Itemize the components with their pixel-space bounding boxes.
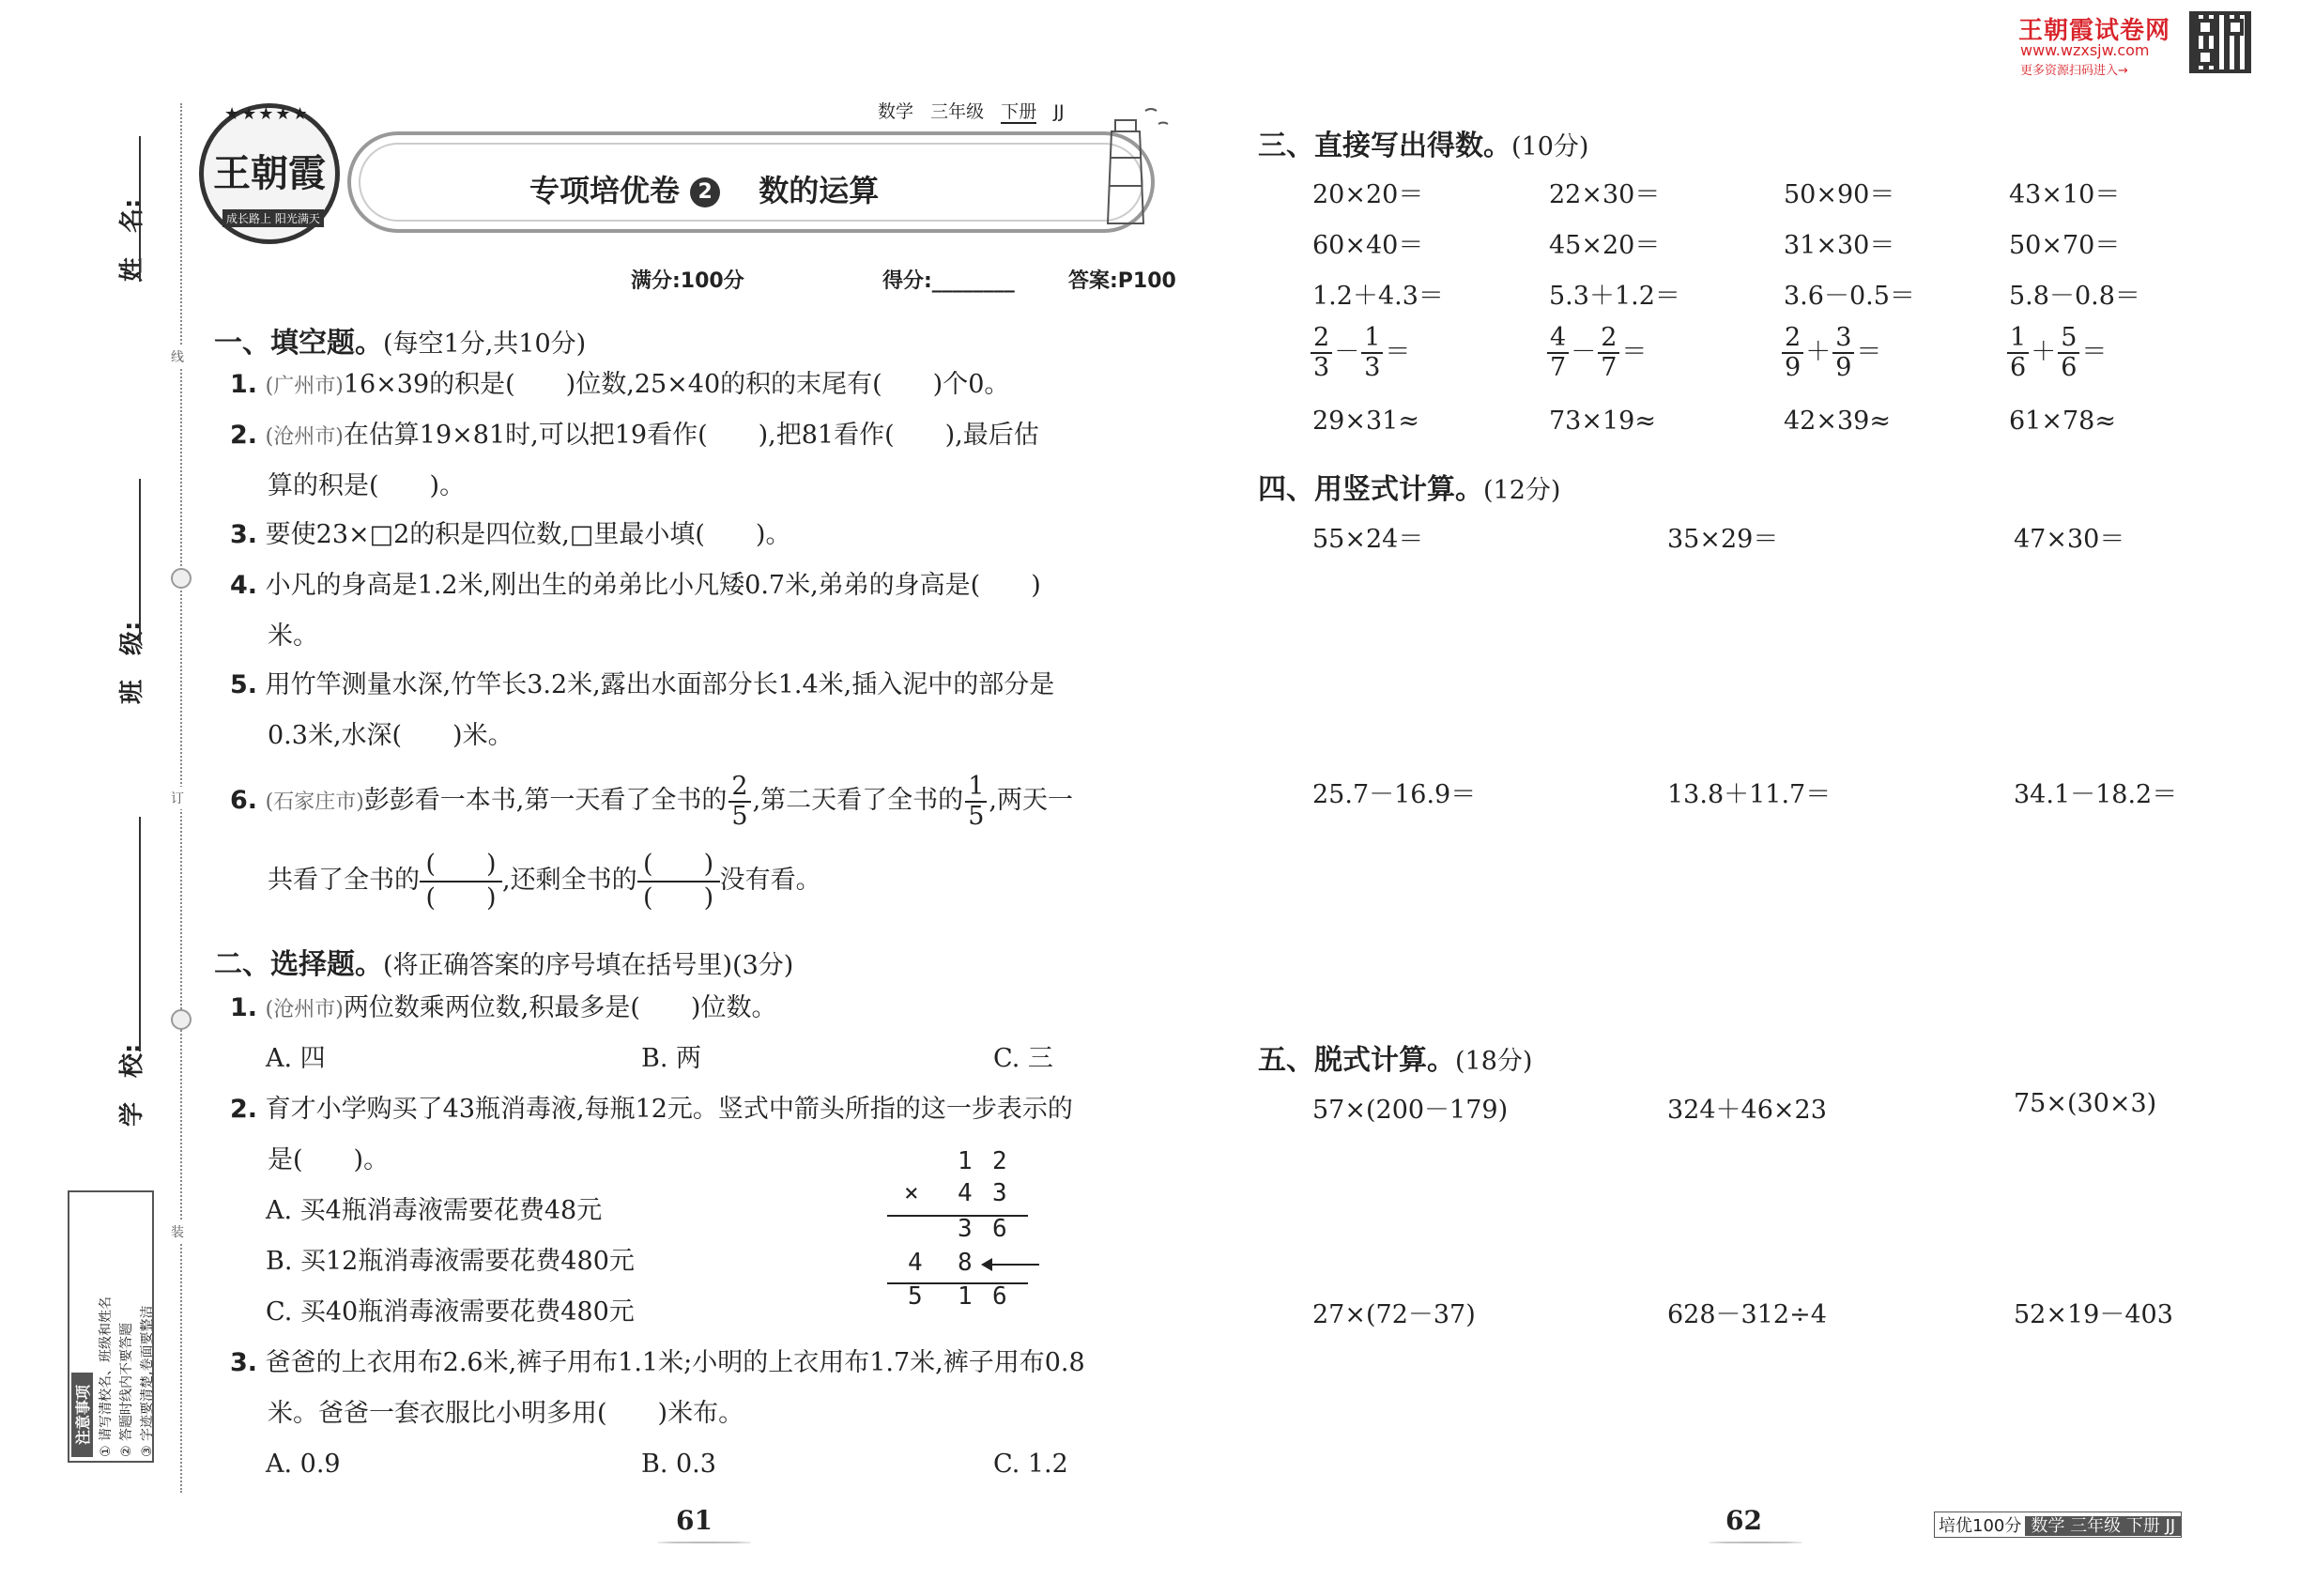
title-main: 数的运算 [759, 173, 880, 208]
s1-q6-frac2-den: 5 [968, 801, 985, 831]
notice-box [68, 1190, 154, 1463]
school-label: 学 校: [118, 1043, 146, 1127]
s1-q5-line2: 0.3米,水深( )米。 [268, 721, 514, 750]
section4-points: (12分) [1483, 476, 1561, 505]
s3-r4-c4[interactable] [2005, 324, 2107, 382]
page-swirl-right [1709, 1542, 1802, 1543]
vm-r2-d2: 3 [992, 1179, 1007, 1207]
section3-heading: 三、直接写出得数。 [1258, 130, 1511, 162]
s3-r2-c1[interactable]: 60×40＝ [1312, 231, 1424, 260]
s1-q6-frac2-num: 1 [965, 773, 987, 803]
equals: ＝ [1621, 337, 1648, 367]
frac-num: 3 [1832, 324, 1854, 354]
s1-q4-num: 4. [230, 571, 258, 600]
equals: ＝ [1385, 337, 1411, 367]
op: ＋ [2031, 337, 2057, 367]
page-swirl-left [657, 1542, 751, 1543]
logo-badge [199, 103, 340, 244]
s1-q3 [230, 518, 790, 552]
s3-r2-c3[interactable]: 31×30＝ [1784, 231, 1895, 260]
frac-num: 1 [2007, 324, 2029, 354]
school-line[interactable] [139, 817, 141, 1051]
badge-grade: 三年级 [2070, 1516, 2122, 1536]
notice-item-3: ③ 字迹要清楚,卷面要整洁 [140, 1305, 155, 1457]
page-number-left: 61 [676, 1505, 713, 1536]
s1-q2-tag: (沧州市) [265, 425, 344, 449]
s3-r1-c4[interactable]: 43×10＝ [2009, 180, 2121, 209]
vm-r5-d3: 6 [992, 1282, 1007, 1311]
notice-title: 注意事项 [71, 1373, 93, 1457]
s1-q6-text-a: 彭彭看一本书,第一天看了全书的 [363, 786, 728, 815]
s1-q4-text: 小凡的身高是1.2米,刚出生的弟弟比小凡矮0.7米,弟弟的身高是( ) [265, 571, 1041, 600]
logo-sub [222, 209, 324, 227]
s3-r2-c4[interactable]: 50×70＝ [2009, 231, 2121, 260]
s1-q6-frac1-num: 2 [728, 773, 750, 803]
title-number-badge: 2 [690, 177, 720, 207]
s5-r2-c2[interactable]: 628－312÷4 [1667, 1300, 1827, 1329]
full-score: 满分:100分 [631, 269, 744, 293]
s5-r2-c3[interactable]: 52×19－403 [2014, 1300, 2173, 1329]
s2-q1-num: 1. [230, 993, 258, 1022]
frac-den: 3 [1313, 353, 1330, 382]
s2-q3 [230, 1346, 1085, 1380]
s3-r5-c3[interactable]: 42×39≈ [1784, 407, 1891, 436]
s2-q3-option-b[interactable]: B. 0.3 [641, 1450, 716, 1479]
frac-num: 1 [1361, 324, 1383, 354]
s5-r1-c2[interactable]: 324＋46×23 [1667, 1096, 1827, 1125]
op: － [1571, 337, 1597, 367]
section4-heading: 四、用竖式计算。 [1258, 473, 1483, 506]
badge-label: 培优100分 [1935, 1516, 2025, 1536]
s4-r1-c1[interactable]: 55×24＝ [1312, 525, 1424, 554]
score-field[interactable]: 得分:________ [882, 269, 1015, 293]
s1-q6-answer-frac2[interactable] [637, 849, 720, 914]
vm-r3-d1: 3 [958, 1215, 973, 1243]
s1-q5 [230, 668, 1054, 702]
frac-den: 7 [1601, 353, 1618, 382]
equals: ＝ [1856, 337, 1882, 367]
s1-q6-frac2 [965, 773, 987, 831]
badge-subject: 数学 [2031, 1516, 2065, 1536]
section3-title [1258, 122, 1588, 163]
s2-q1-option-b[interactable]: B. 两 [641, 1044, 702, 1073]
s2-q3-line2: 米。爸爸一套衣服比小明多用( )米布。 [268, 1399, 744, 1428]
s2-q1-text: 两位数乘两位数,积最多是( )位数。 [343, 993, 777, 1022]
s2-q2-option-b[interactable]: B. 买12瓶消毒液需要花费480元 [266, 1247, 635, 1276]
section4-title [1258, 466, 1560, 507]
s2-q3-num: 3. [230, 1348, 258, 1377]
s2-q2-text: 育才小学购买了43瓶消毒液,每瓶12元。竖式中箭头所指的这一步表示的 [265, 1095, 1073, 1124]
title-banner [347, 131, 1155, 233]
section1-points: (每空1分,共10分) [383, 330, 587, 359]
s1-q6-tag: (石家庄市) [265, 790, 364, 814]
vm-r2-op: × [904, 1179, 919, 1207]
class-label: 班 级: [118, 621, 146, 704]
s1-q6-num: 6. [230, 786, 258, 815]
s4-r2-c2[interactable]: 13.8＋11.7＝ [1667, 780, 1832, 809]
section2-heading: 二、选择题。 [214, 948, 383, 981]
qr-code-icon[interactable] [2189, 11, 2251, 73]
equals: ＝ [2081, 337, 2108, 367]
section3-points: (10分) [1511, 132, 1589, 161]
scissor-icon-2 [171, 1009, 192, 1030]
s1-q5-text: 用竹竿测量水深,竹竿长3.2米,露出水面部分长1.4米,插入泥中的部分是 [265, 670, 1055, 699]
s3-r4-c3-frac-b [1832, 324, 1854, 382]
s1-q6-line2 [268, 845, 821, 916]
s3-r4-c2-frac-a [1547, 324, 1569, 382]
vm-r4-d2: 8 [958, 1249, 973, 1277]
s1-q6-answer-frac1[interactable] [420, 849, 502, 914]
page-number-right: 62 [1725, 1505, 1762, 1536]
s3-r4-c2-frac-b [1598, 324, 1619, 382]
section2-title [214, 941, 793, 982]
s4-r1-c2[interactable]: 35×29＝ [1667, 525, 1779, 554]
s5-r2-c1[interactable]: 27×(72－37) [1312, 1300, 1476, 1329]
vm-r1-d2: 2 [992, 1147, 1007, 1175]
s1-q2-text: 在估算19×81时,可以把19看作( ),把81看作( ),最后估 [343, 421, 1039, 450]
s3-r1-c2[interactable]: 22×30＝ [1549, 180, 1661, 209]
s1-q6-text2-a: 共看了全书的 [268, 866, 420, 895]
s2-q3-text: 爸爸的上衣用布2.6米,裤子用布1.1米;小明的上衣用布1.7米,裤子用布0.8 [265, 1348, 1085, 1377]
s1-q4-line2: 米。 [268, 622, 318, 651]
vm-r3-d2: 6 [992, 1215, 1007, 1243]
section5-title [1258, 1036, 1532, 1078]
s3-r4-c2[interactable] [1545, 324, 1647, 382]
s1-q3-num: 3. [230, 520, 258, 549]
s3-r4-c3-frac-a [1782, 324, 1803, 382]
s3-r5-c2[interactable]: 73×19≈ [1549, 407, 1656, 436]
s1-q1-num: 1. [230, 370, 258, 399]
s1-q1 [230, 368, 1009, 404]
s2-q2 [230, 1093, 1073, 1127]
s1-q1-text: 16×39的积是( )位数,25×40的积的末尾有( )个0。 [343, 370, 1010, 399]
s1-q3-text: 要使23×□2的积是四位数,□里最小填( )。 [265, 520, 791, 549]
s1-q6 [230, 768, 1073, 836]
logo-sub1: 成长路上 [226, 212, 272, 225]
s1-q6-blank1-num: ( ) [420, 849, 502, 882]
s1-q6-blank2-den: ( ) [643, 882, 714, 913]
s3-r1-c1[interactable]: 20×20＝ [1312, 180, 1424, 209]
vm-r2-d1: 4 [958, 1179, 973, 1207]
s1-q6-text-c: ,两天一 [989, 786, 1073, 815]
s1-q5-num: 5. [230, 670, 258, 699]
s3-r5-c4[interactable]: 61×78≈ [2009, 407, 2116, 436]
section1-heading: 一、填空题。 [214, 327, 383, 360]
s1-q1-tag: (广州市) [265, 375, 344, 398]
page-title [529, 167, 879, 210]
frac-num: 4 [1547, 324, 1569, 354]
subject-tags [878, 98, 1065, 123]
op: ＋ [1805, 337, 1832, 367]
class-line[interactable] [139, 479, 141, 643]
s2-q1-option-c[interactable]: C. 三 [993, 1044, 1053, 1073]
s1-q6-frac1 [728, 773, 750, 831]
cut-mark-2: 订 [169, 787, 186, 809]
notice-item-2: ② 答题时线内不要答题 [119, 1322, 134, 1457]
vm-r5-d2: 1 [958, 1282, 973, 1311]
s3-r4-c3[interactable] [1780, 324, 1881, 382]
frac-den: 9 [1835, 353, 1852, 382]
frac-num: 2 [1598, 324, 1619, 354]
frac-num: 2 [1782, 324, 1803, 354]
brand-name: 王朝霞试卷网 [2018, 17, 2171, 45]
frac-num: 2 [1311, 324, 1332, 354]
s3-r4-c4-frac-b [2058, 324, 2079, 382]
section5-points: (18分) [1455, 1047, 1533, 1076]
tag-edition: JJ [1053, 101, 1065, 122]
s2-q1 [230, 991, 776, 1027]
s2-q3-option-c[interactable]: C. 1.2 [993, 1450, 1068, 1479]
s1-q2 [230, 419, 1039, 454]
s2-q2-num: 2. [230, 1095, 258, 1124]
s1-q6-text-b: ,第二天看了全书的 [752, 786, 964, 815]
logo-sub2: 阳光满天 [274, 212, 320, 225]
s2-q2-option-c[interactable]: C. 买40瓶消毒液需要花费480元 [266, 1297, 635, 1327]
frac-den: 7 [1550, 353, 1567, 382]
op: － [1334, 337, 1360, 367]
s3-r4-c1-frac-a [1311, 324, 1332, 382]
frac-den: 6 [2061, 353, 2078, 382]
s1-q6-text2-c: 没有看。 [719, 866, 821, 895]
s3-r4-c1-frac-b [1361, 324, 1383, 382]
s5-r1-c3[interactable]: 75×(30×3) [2014, 1089, 2157, 1118]
cut-mark-1: 线 [169, 345, 186, 368]
s3-r4-c1[interactable] [1309, 324, 1410, 382]
s2-q2-line2: 是( )。 [268, 1145, 390, 1174]
s2-q2-option-a[interactable]: A. 买4瓶消毒液需要花费48元 [266, 1196, 603, 1225]
brand-url: www.wzxsjw.com [2020, 41, 2150, 59]
s4-r2-c3[interactable]: 34.1－18.2＝ [2014, 780, 2178, 809]
tag-volume: 下册 [1001, 101, 1037, 122]
name-label: 姓 名: [118, 198, 146, 282]
s2-q1-option-a[interactable]: A. 四 [266, 1044, 326, 1073]
s1-q6-blank2-num: ( ) [637, 849, 720, 882]
section5-heading: 五、脱式计算。 [1258, 1044, 1455, 1077]
logo-text: 王朝霞 [213, 151, 326, 195]
vm-r4-d1: 4 [908, 1249, 923, 1277]
frac-num: 5 [2058, 324, 2079, 354]
arrow-head [981, 1258, 992, 1271]
s1-q6-text2-b: ,还剩全书的 [502, 866, 637, 895]
tag-subject: 数学 [878, 101, 914, 122]
s1-q2-num: 2. [230, 421, 258, 450]
section2-points: (将正确答案的序号填在括号里)(3分) [383, 951, 794, 980]
vm-r5-d1: 5 [908, 1282, 923, 1311]
badge-ed: JJ [2165, 1516, 2176, 1536]
frac-den: 3 [1364, 353, 1381, 382]
tag-grade: 三年级 [930, 101, 985, 122]
cut-mark-3: 装 [169, 1220, 186, 1243]
section1-title [214, 319, 586, 361]
name-line[interactable] [139, 136, 141, 282]
s3-r3-c1[interactable]: 1.2＋4.3＝ [1312, 282, 1444, 311]
logo-stars: ★★★★★ [224, 104, 310, 124]
s3-r4-c4-frac-a [2007, 324, 2029, 382]
lighthouse-icon [1080, 101, 1173, 233]
s1-q6-blank1-den: ( ) [425, 882, 497, 913]
s1-q2-line2: 算的积是( )。 [268, 471, 466, 500]
frac-den: 6 [2010, 353, 2027, 382]
s4-r1-c3[interactable]: 47×30＝ [2014, 525, 2125, 554]
s3-r3-c4[interactable]: 5.8－0.8＝ [2009, 282, 2140, 311]
brand-block [2018, 11, 2253, 78]
frac-den: 9 [1785, 353, 1802, 382]
s5-r1-c1[interactable]: 57×(200－179) [1312, 1096, 1509, 1125]
s3-r5-c1[interactable]: 29×31≈ [1312, 407, 1419, 436]
vm-r1-d1: 1 [958, 1147, 973, 1175]
s3-r3-c3[interactable]: 3.6－0.5＝ [1784, 282, 1915, 311]
s2-q1-tag: (沧州市) [265, 998, 344, 1021]
s3-r2-c2[interactable]: 45×20＝ [1549, 231, 1661, 260]
vertical-multiplication [887, 1147, 1047, 1316]
s3-r3-c2[interactable]: 5.3＋1.2＝ [1549, 282, 1680, 311]
s2-q3-option-a[interactable]: A. 0.9 [266, 1450, 341, 1479]
footer-badge [1934, 1512, 2182, 1538]
badge-vol: 下册 [2125, 1516, 2160, 1536]
s1-q4 [230, 569, 1041, 603]
scissor-icon [171, 568, 192, 589]
badge-info [2025, 1516, 2181, 1536]
s1-q6-frac1-den: 5 [731, 801, 748, 831]
s3-r1-c3[interactable]: 50×90＝ [1784, 180, 1895, 209]
s4-r2-c1[interactable]: 25.7－16.9＝ [1312, 780, 1477, 809]
title-prefix: 专项培优卷 [529, 173, 681, 208]
brand-tagline: 更多资源扫码进入→ [2020, 64, 2128, 78]
answer-ref: 答案:P100 [1068, 269, 1176, 293]
notice-item-1: ① 请写清校名、班级和姓名 [99, 1296, 114, 1457]
